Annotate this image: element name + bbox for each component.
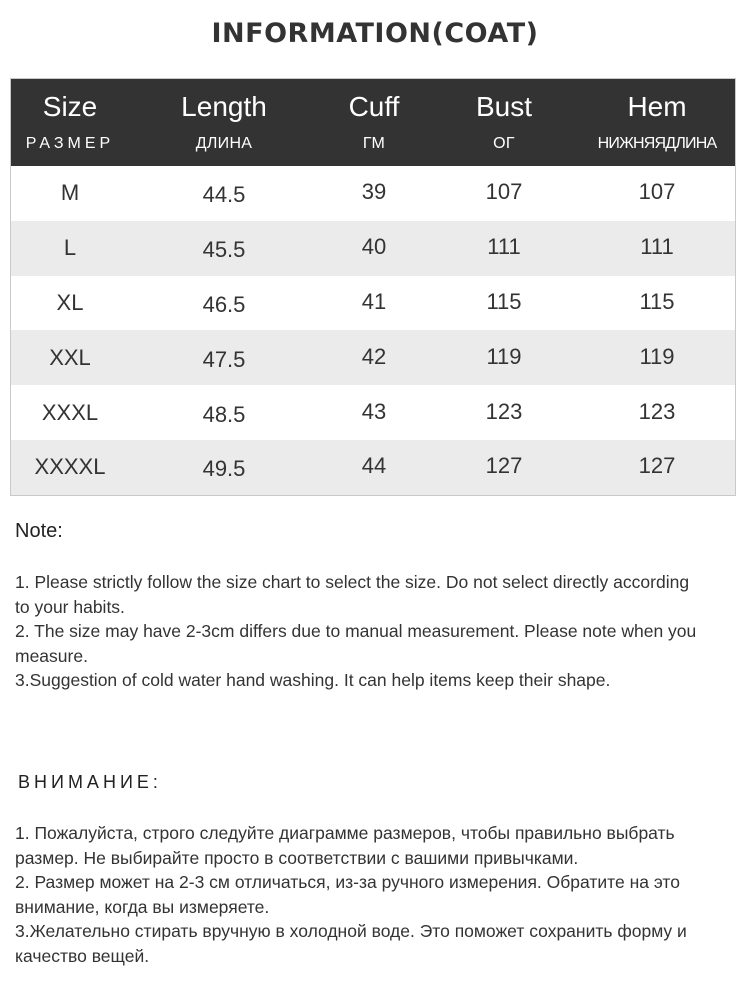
cell-cuff: 44 [361, 453, 387, 479]
note-item: 1. Please strictly follow the size chart to select the size. Do not select directly according to your habits. [15, 572, 690, 617]
cell-bust: 111 [487, 234, 521, 260]
cell-length: 45.5 [202, 237, 246, 263]
cell-length: 48.5 [202, 401, 246, 427]
table-row [11, 276, 735, 331]
header-size [11, 79, 129, 166]
table-header [11, 79, 735, 166]
cell-size: XXXXL [34, 454, 106, 480]
cell-cuff: 41 [361, 288, 387, 314]
header-cuff [319, 79, 429, 166]
cell-size: XXL [49, 344, 91, 370]
size-table [10, 78, 736, 496]
note-item: 2. The size may have 2-3cm differs due to manual measurement. Please note when you measure. [15, 621, 697, 666]
cell-size: XXXL [41, 399, 99, 425]
table-row [11, 221, 735, 276]
cell-hem: 107 [638, 179, 676, 205]
header-hem-en: Hem [627, 91, 687, 122]
header-length-en: Length [181, 91, 267, 122]
cell-cuff: 40 [361, 234, 387, 260]
cell-size: L [63, 235, 77, 261]
cell-length: 46.5 [202, 291, 246, 317]
cell-bust: 123 [485, 398, 523, 424]
table-row [11, 330, 735, 385]
header-hem-ru: НИЖНЯЯДЛИНА [597, 135, 717, 152]
cell-hem: 115 [639, 288, 675, 314]
header-size-en: Size [42, 91, 98, 122]
table-body [11, 166, 735, 495]
cell-hem: 123 [638, 398, 676, 424]
cell-cuff: 42 [361, 343, 387, 369]
cell-bust: 119 [486, 343, 522, 369]
table-row [11, 385, 735, 440]
cell-hem: 119 [639, 343, 675, 369]
cell-bust: 127 [485, 453, 523, 479]
cell-hem: 127 [638, 453, 676, 479]
header-bust-ru: ОГ [493, 135, 515, 152]
header-cuff-en: Cuff [348, 91, 400, 122]
cell-cuff: 39 [361, 179, 387, 205]
cell-length: 47.5 [202, 346, 246, 372]
ru-note-item: 2. Размер может на 2-3 см отличаться, из-за ручного измерения. Обратите на это внимание, когда вы измеряете. [15, 872, 680, 917]
header-bust-en: Bust [475, 91, 533, 122]
header-hem [579, 79, 735, 166]
header-size-ru: РАЗМЕР [25, 135, 115, 152]
ru-note-item: 3.Желательно стирать вручную в холодной воде. Это поможет сохранить форму и качество вещей. [15, 921, 687, 966]
ru-note-heading: ВНИМАНИЕ: [18, 772, 162, 792]
cell-bust: 115 [486, 288, 522, 314]
cell-bust: 107 [485, 179, 523, 205]
header-cuff-ru: ГМ [362, 135, 386, 152]
table-row [11, 166, 735, 221]
header-length-ru: ДЛИНА [195, 135, 253, 152]
page-title: INFORMATION(COAT) [211, 18, 539, 49]
ru-note-list [15, 821, 735, 968]
ru-note-item: 1. Пожалуйста, строго следуйте диаграмме размеров, чтобы правильно выбрать размер. Не выбирайте просто в соответствии с вашими привычками. [15, 823, 675, 868]
note-item: 3.Suggestion of cold water hand washing. It can help items keep their shape. [15, 670, 611, 690]
cell-length: 44.5 [202, 182, 246, 208]
cell-hem: 111 [640, 234, 674, 260]
header-bust [429, 79, 579, 166]
note-list [15, 570, 705, 693]
cell-length: 49.5 [202, 456, 246, 482]
cell-cuff: 43 [361, 398, 387, 424]
header-length [129, 79, 319, 166]
cell-size: M [60, 180, 80, 206]
note-heading: Note: [15, 520, 63, 542]
table-row [11, 440, 735, 495]
cell-size: XL [56, 289, 84, 315]
